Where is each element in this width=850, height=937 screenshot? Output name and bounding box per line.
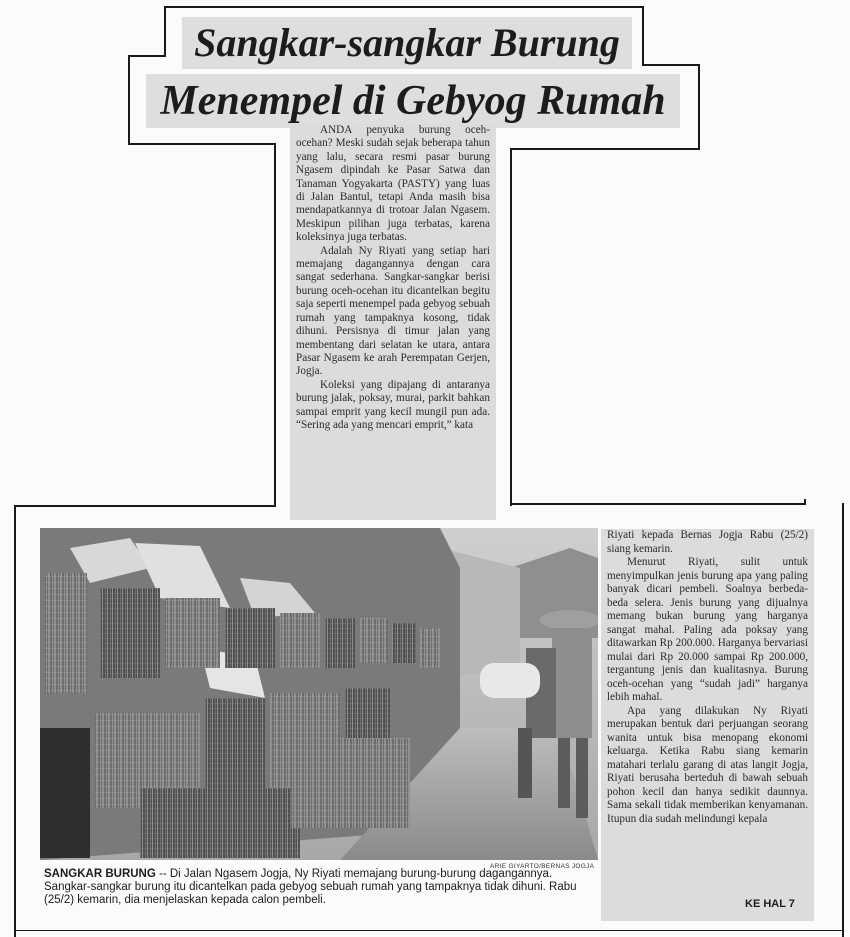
frame-border xyxy=(510,148,700,150)
article-body xyxy=(290,124,496,520)
frame-border xyxy=(164,6,166,56)
continuation-paragraph: Riyati kepada Bernas Jogja Rabu (25/2) siang kemarin. xyxy=(607,529,808,555)
frame-border xyxy=(842,503,844,937)
frame-border xyxy=(14,930,844,931)
article-paragraph: ANDA penyuka burung oceh-ocehan? Meski sudah sejak beberapa tahun yang lalu, secara resmi pasar burung Ngasem dipindah ke Pasar Satwa dan Tanaman Yogyakarta (PASTY) yang luas di Jalan Bantul, tetapi Anda masih bisa mendapatkannya di trotoar Jalan Ngasem. Meskipun pilihan juga terbatas, karena koleksinya juga terbatas. xyxy=(296,124,490,244)
photo-caption xyxy=(44,868,600,907)
article-continuation xyxy=(601,529,814,921)
continuation-paragraph: Menurut Riyati, sulit untuk menyimpulkan jenis burung apa yang paling banyak dicari pembeli. Soalnya berbeda-beda selera. Jenis burung yang dijualnya memang bukan burung yang harganya sangat mahal. Paling ada poksay yang ditawarkan Rp 200.000. Harganya bervariasi mulai dari Rp 20.000 sampai Rp 200.000, tergantung jenis dan kualitasnya. Burung oceh-ocehan yang “sudah jadi” harganya lebih mahal. xyxy=(607,556,808,703)
frame-border xyxy=(14,505,16,937)
headline-line-2: Menempel di Gebyog Rumah xyxy=(146,74,680,128)
frame-border xyxy=(510,503,806,505)
frame-border xyxy=(164,6,644,8)
frame-border xyxy=(128,143,276,145)
frame-border xyxy=(642,64,700,66)
frame-border xyxy=(128,55,130,145)
article-paragraph: Adalah Ny Riyati yang setiap hari memajang dagangannya dengan cara sangat sederhana. Sangkar-sangkar berisi burung oceh-ocehan itu dicantelkan begitu saja seperti menempel pada gebyog sebuah rumah yang tampaknya kosong, tidak dihuni. Persisnya di timur jalan yang membentang dari selatan ke utara, antara Pasar Ngasem ke arah Perempatan Gerjen, Jogja. xyxy=(296,244,490,378)
caption-lead: SANGKAR BURUNG xyxy=(44,868,156,880)
frame-border xyxy=(642,6,644,66)
news-photo xyxy=(40,528,598,860)
page-jump: KE HAL 7 xyxy=(745,898,795,910)
frame-border xyxy=(14,505,276,507)
frame-border xyxy=(698,64,700,150)
continuation-paragraph: Apa yang dilakukan Ny Riyati merupakan bentuk dari perjuangan seorang wanita untuk bisa menopang ekonomi keluarga. Ketika Rabu siang kemarin matahari terlalu garang di atas langit Jogja, Riyati berusaha berteduh di bawah sebuah pohon kecil dan hanya sedikit daunnya. Sama sekali tidak memberikan kenyamanan. Itupun dia sudah melindungi kepala xyxy=(607,704,808,825)
caption-text: -- Di Jalan Ngasem Jogja, Ny Riyati memajang burung-burung dagangannya. Sangkar-sangkar burung itu dicantelkan pada gebyog sebuah rumah yang tampaknya tidak dihuni. Rabu (25/2) kemarin, dia menjelaskan kepada calon pembeli. xyxy=(44,868,577,906)
photo-credit: ARIE GIYARTO/BERNAS JOGJA xyxy=(490,863,595,870)
headline-line-1: Sangkar-sangkar Burung xyxy=(182,17,632,69)
frame-border xyxy=(804,499,806,505)
frame-border xyxy=(274,143,276,507)
frame-border xyxy=(510,148,512,506)
article-paragraph: Koleksi yang dipajang di antaranya burung jalak, poksay, murai, parkit bahkan sampai emprit yang kecil mungil pun ada. “Sering ada yang mencari emprit,” kata xyxy=(296,378,490,431)
frame-border xyxy=(128,55,166,57)
